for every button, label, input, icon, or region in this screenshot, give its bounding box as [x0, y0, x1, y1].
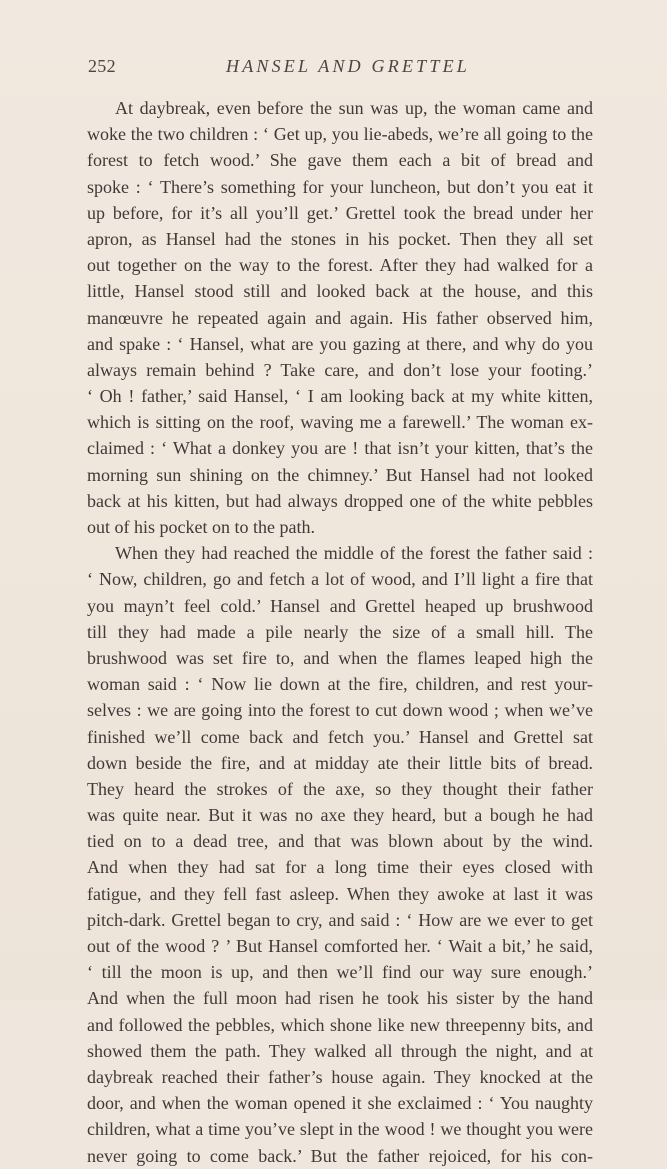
text-line: brushwood was set fire to, and when the flames leaped high the: [87, 647, 593, 668]
text-line: ‘ Now, children, go and fetch a lot of wood, and I’ll light a fire that: [87, 569, 593, 590]
running-title: HANSEL AND GRETTEL: [226, 56, 470, 76]
text-line: morning sun shining on the chimney.’ But Hansel had not looked: [87, 464, 593, 485]
text-line: which is sitting on the roof, waving me a farewell.’ The woman ex-: [87, 412, 593, 433]
text-line: fatigue, and they fell fast asleep. When they awoke at last it was: [87, 883, 593, 904]
text-line: door, and when the woman opened it she exclaimed : ‘ You naughty: [87, 1093, 593, 1114]
text-line: never going to come back.’ But the father rejoiced, for his con-: [87, 1145, 593, 1166]
text-line: till they had made a pile nearly the size of a small hill. The: [87, 621, 593, 642]
text-line: was quite near. But it was no axe they heard, but a bough he had: [87, 805, 593, 826]
text-line: spoke : ‘ There’s something for your luncheon, but don’t you eat it: [87, 176, 593, 197]
text-line: At daybreak, even before the sun was up, the woman came and: [115, 98, 593, 118]
text-line: And when they had sat for a long time their eyes closed with: [87, 857, 593, 878]
body-text: [87, 95, 593, 1169]
text-line: little, Hansel stood still and looked back at the house, and this: [87, 281, 593, 302]
page-number: 252: [88, 56, 116, 76]
text-line: out of his pocket on to the path.: [87, 517, 315, 537]
text-line: They heard the strokes of the axe, so they thought their father: [87, 778, 593, 799]
text-line: apron, as Hansel had the stones in his pocket. Then they all set: [87, 228, 593, 249]
text-line: showed them the path. They walked all through the night, and at: [87, 1040, 593, 1061]
text-line: and spake : ‘ Hansel, what are you gazing at there, and why do you: [87, 333, 593, 354]
text-line: claimed : ‘ What a donkey you are ! that isn’t your kitten, that’s the: [87, 438, 593, 459]
text-line: down beside the fire, and at midday ate their little bits of bread.: [87, 752, 593, 773]
text-line: woke the two children : ‘ Get up, you lie-abeds, we’re all going to the: [87, 124, 593, 145]
running-head: [88, 56, 593, 80]
text-line: back at his kitten, but had always dropped one of the white pebbles: [87, 490, 593, 511]
text-line: selves : we are going into the forest to cut down wood ; when we’ve: [87, 700, 593, 721]
text-line: forest to fetch wood.’ She gave them each a bit of bread and: [87, 150, 593, 171]
text-line: always remain behind ? Take care, and don’t lose your footing.’: [87, 359, 593, 380]
text-line: daybreak reached their father’s house again. They knocked at the: [87, 1066, 593, 1087]
paragraph-1: [87, 95, 593, 540]
text-line: out together on the way to the forest. After they had walked for a: [87, 255, 593, 276]
text-line: up before, for it’s all you’ll get.’ Grettel took the bread under her: [87, 202, 593, 223]
text-line: out of the wood ? ’ But Hansel comforted her. ‘ Wait a bit,’ he said,: [87, 936, 593, 956]
text-line: you mayn’t feel cold.’ Hansel and Grettel heaped up brushwood: [87, 595, 593, 616]
text-line: And when the full moon had risen he took his sister by the hand: [87, 988, 593, 1009]
text-line: children, what a time you’ve slept in the wood ! we thought you were: [87, 1119, 593, 1140]
text-line: ‘ till the moon is up, and then we’ll find our way sure enough.’: [87, 962, 593, 983]
paragraph-2: [87, 540, 593, 1169]
text-line: finished we’ll come back and fetch you.’ Hansel and Grettel sat: [87, 726, 593, 747]
text-line: pitch-dark. Grettel began to cry, and said : ‘ How are we ever to get: [87, 909, 593, 930]
text-line: woman said : ‘ Now lie down at the fire, children, and rest your-: [87, 674, 593, 695]
text-line: and followed the pebbles, which shone like new threepenny bits, and: [87, 1014, 593, 1035]
text-line: ‘ Oh ! father,’ said Hansel, ‘ I am looking back at my white kitten,: [87, 386, 593, 407]
text-line: manœuvre he repeated again and again. His father observed him,: [87, 307, 593, 328]
text-line: tied on to a dead tree, and that was blown about by the wind.: [87, 831, 593, 852]
text-line: When they had reached the middle of the forest the father said :: [115, 543, 593, 564]
